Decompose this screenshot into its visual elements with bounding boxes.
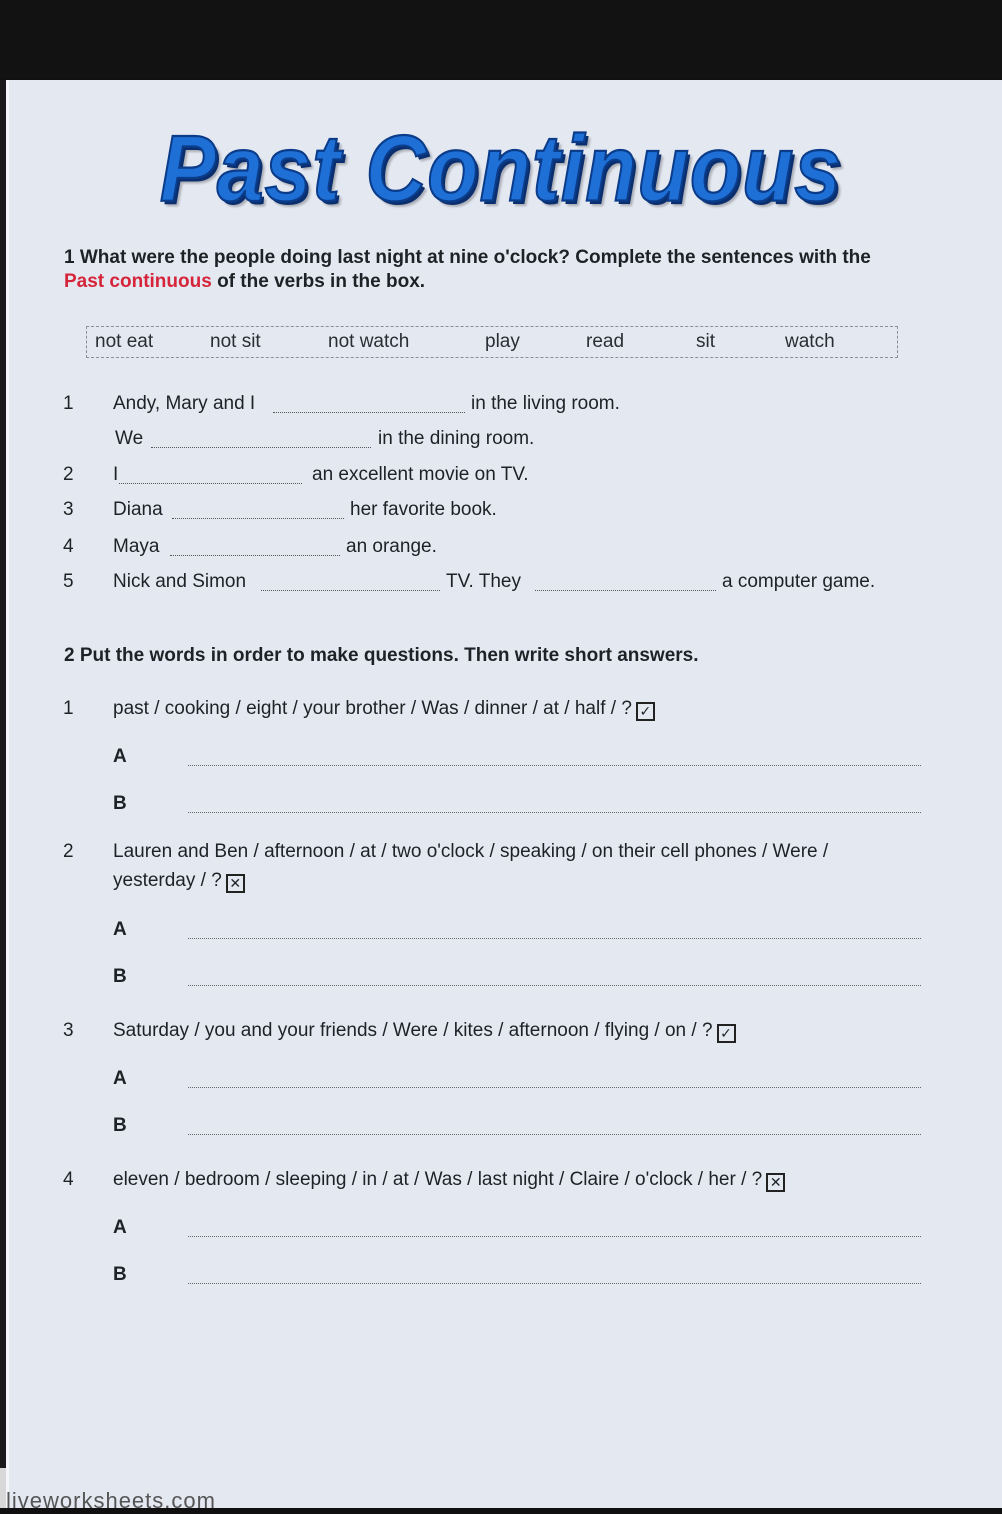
question-words: yesterday / ?: [113, 870, 222, 891]
answer-line[interactable]: [188, 812, 921, 813]
top-dark-bar: [0, 0, 1002, 78]
question-text: [113, 1020, 736, 1043]
answer-blank[interactable]: [261, 590, 440, 591]
verb-item: not watch: [328, 331, 410, 352]
answer-line[interactable]: [188, 938, 921, 939]
sentence-end: a computer game.: [722, 571, 876, 592]
question-number: 1: [63, 698, 74, 719]
answer-blank[interactable]: [273, 412, 465, 413]
sentence-end: in the dining room.: [378, 428, 535, 449]
verb-item: watch: [785, 331, 835, 352]
verb-item: sit: [696, 331, 715, 352]
answer-label-b: B: [113, 793, 127, 814]
verb-item: not eat: [95, 331, 154, 352]
footer-watermark: liveworksheets.com: [6, 1488, 216, 1513]
question-words: Saturday / you and your friends / Were / kites / afternoon / flying / on / ?: [113, 1020, 713, 1041]
answer-blank[interactable]: [172, 518, 344, 519]
question-number: 2: [63, 841, 74, 862]
sentence-end: her favorite book.: [350, 499, 497, 520]
verb-item: read: [586, 331, 625, 352]
answer-line[interactable]: [188, 1236, 921, 1237]
sentence-start: We: [115, 428, 144, 449]
exercise-1-instruction-text: 1 What were the people doing last night at nine o'clock? Complete the sentences with the: [64, 247, 871, 268]
answer-line[interactable]: [188, 1283, 921, 1284]
verb-item: not sit: [210, 331, 261, 352]
sentence-start: Nick and Simon: [113, 571, 247, 592]
cross-box-icon: ✕: [766, 1173, 785, 1192]
answer-blank[interactable]: [119, 483, 302, 484]
answer-label-a: A: [113, 1217, 127, 1238]
sentence-start: Andy, Mary and I: [113, 393, 256, 414]
exercise-1-instruction: [64, 246, 954, 294]
sentence-end: an orange.: [346, 536, 437, 557]
exercise-1-instruction-tail: of the verbs in the box.: [217, 271, 426, 292]
answer-blank[interactable]: [151, 447, 371, 448]
answer-label-a: A: [113, 746, 127, 767]
tick-box-icon: ✓: [717, 1024, 736, 1043]
cross-box-icon: ✕: [226, 874, 245, 893]
question-number: 4: [63, 1169, 74, 1190]
question-words: Lauren and Ben / afternoon / at / two o'clock / speaking / on their cell phones / Were /: [113, 841, 829, 862]
verb-item: play: [485, 331, 520, 352]
answer-line[interactable]: [188, 1134, 921, 1135]
sentence-start: Maya: [113, 536, 160, 557]
item-number: 2: [63, 464, 74, 485]
worksheet-page: [6, 80, 1002, 1508]
title-area: [0, 115, 1002, 230]
answer-blank[interactable]: [170, 555, 340, 556]
sentence-middle: TV. They: [446, 571, 521, 592]
sentence-end: in the living room.: [471, 393, 620, 414]
page-title: Past Continuous: [159, 115, 843, 221]
answer-line[interactable]: [188, 1087, 921, 1088]
item-number: 3: [63, 499, 74, 520]
answer-label-b: B: [113, 966, 127, 987]
question-number: 3: [63, 1020, 74, 1041]
verb-box: [86, 326, 898, 358]
question-words: eleven / bedroom / sleeping / in / at / Was / last night / Claire / o'clock / her / ?: [113, 1169, 763, 1190]
answer-line[interactable]: [188, 765, 921, 766]
sentence-start: Diana: [113, 499, 163, 520]
exercise-2-instruction: 2 Put the words in order to make questions. Then write short answers.: [64, 645, 699, 666]
question-text: [113, 1169, 785, 1192]
answer-line[interactable]: [188, 985, 921, 986]
answer-label-b: B: [113, 1264, 127, 1285]
answer-label-a: A: [113, 1068, 127, 1089]
tick-box-icon: ✓: [636, 702, 655, 721]
question-text: [113, 698, 655, 721]
answer-blank[interactable]: [535, 590, 716, 591]
sentence-end: an excellent movie on TV.: [312, 464, 529, 485]
item-number: 5: [63, 571, 74, 592]
question-text-continued: [113, 870, 245, 893]
answer-label-b: B: [113, 1115, 127, 1136]
sentence-start: I: [113, 464, 119, 485]
item-number: 4: [63, 536, 74, 557]
exercise-1-instruction-highlight: Past continuous: [64, 271, 212, 292]
item-number: 1: [63, 393, 74, 414]
question-words: past / cooking / eight / your brother / Was / dinner / at / half / ?: [113, 698, 632, 719]
answer-label-a: A: [113, 919, 127, 940]
